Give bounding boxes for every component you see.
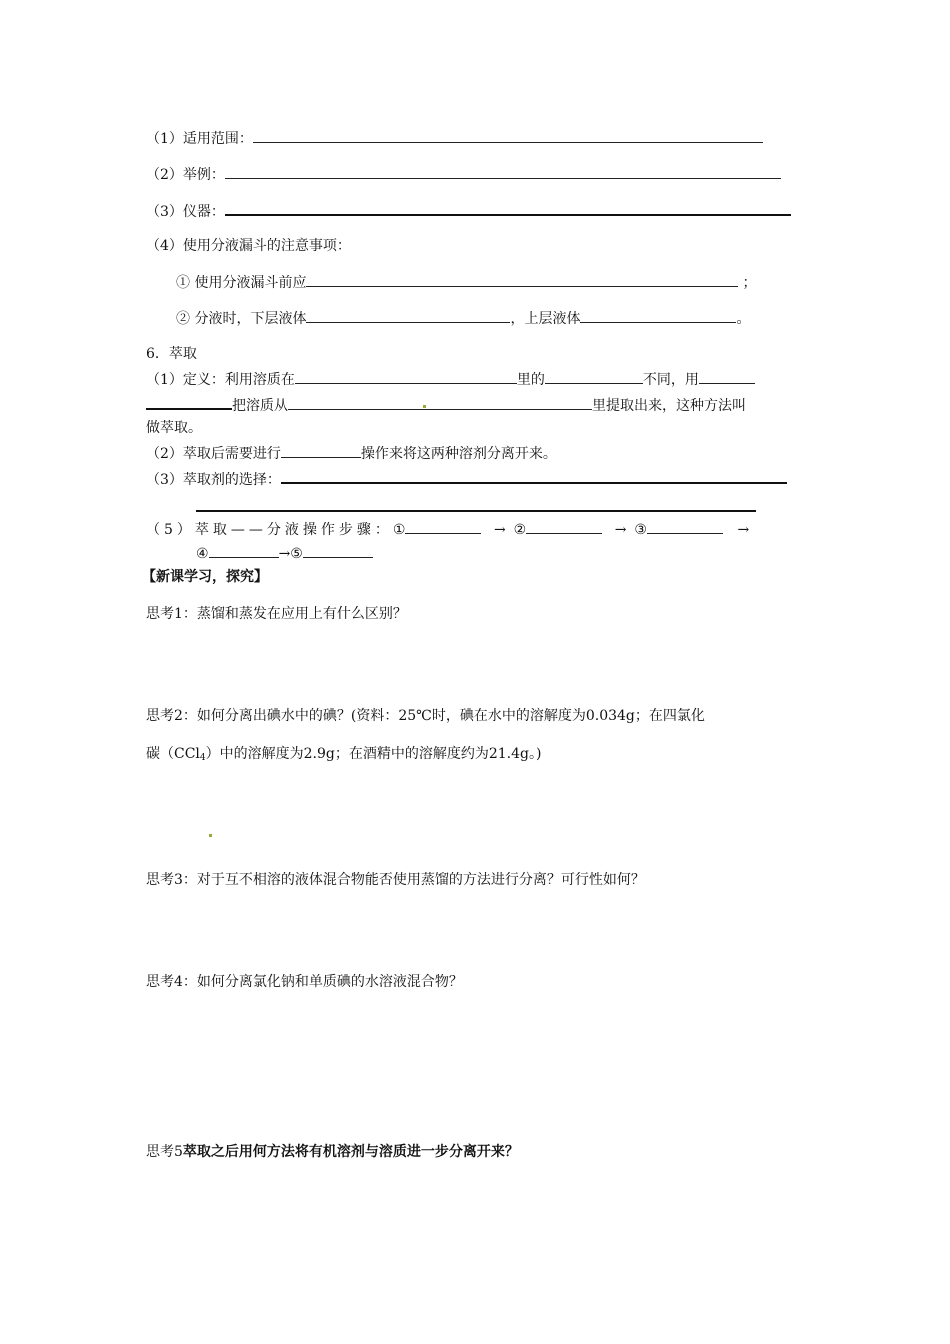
note-2 [176, 308, 750, 328]
question-text: 碳（CCl [146, 746, 200, 762]
extraction-item-2 [146, 443, 557, 463]
definition-text: 里提取出来，这种方法叫 [592, 398, 746, 414]
answer-blank[interactable] [545, 369, 643, 384]
answer-blank[interactable] [526, 519, 602, 534]
answer-blank[interactable] [647, 519, 723, 534]
question-3: 思考3：对于互不相溶的液体混合物能否使用蒸馏的方法进行分离？可行性如何？ [146, 872, 645, 888]
arrow-icon: → [493, 522, 506, 538]
answer-blank[interactable] [146, 394, 232, 410]
answer-blank[interactable] [209, 543, 279, 558]
note-mid: ，上层液体 [510, 311, 581, 327]
answer-blank[interactable] [281, 443, 361, 458]
item-instrument [146, 200, 791, 220]
item-label: （2）举例： [146, 167, 225, 183]
answer-blank[interactable] [405, 519, 481, 534]
item-notes-heading: （4）使用分液漏斗的注意事项： [146, 238, 351, 254]
question-label: 思考5 [146, 1144, 183, 1160]
step-marker: ③ [634, 522, 647, 538]
answer-blank[interactable] [580, 308, 736, 323]
item-applicable-range [146, 128, 763, 148]
answer-blank[interactable] [288, 395, 592, 410]
definition-line-1 [146, 369, 755, 389]
extraction-steps-line-1 [146, 519, 749, 539]
question-2-line-2 [146, 744, 541, 764]
arrow-icon: → [737, 522, 750, 538]
stray-mark [209, 834, 212, 837]
extraction-item-3 [146, 468, 787, 488]
definition-text: 里的 [516, 372, 545, 388]
item-text: 操作来将这两种溶剂分离开来。 [360, 446, 557, 462]
answer-blank[interactable] [225, 200, 791, 216]
answer-line[interactable] [196, 510, 756, 512]
definition-text: （1）定义：利用溶质在 [146, 372, 295, 388]
question-text: 萃取之后用何方法将有机溶剂与溶质进一步分离开来？ [182, 1144, 519, 1160]
note-label: ② 分液时，下层液体 [176, 311, 307, 327]
item-label: （1）适用范围： [146, 131, 253, 147]
stray-mark [423, 405, 426, 408]
definition-line-2 [146, 394, 746, 414]
answer-blank[interactable] [281, 468, 787, 484]
answer-blank[interactable] [225, 164, 781, 179]
definition-text: 把溶质从 [232, 398, 288, 414]
extraction-steps-line-2 [196, 543, 373, 563]
item-text: （2）萃取后需要进行 [146, 446, 281, 462]
arrow-icon: → [278, 546, 291, 562]
note-end: ； [742, 275, 757, 291]
question-1: 思考1：蒸馏和蒸发在应用上有什么区别？ [146, 606, 407, 622]
answer-blank[interactable] [295, 369, 517, 384]
section-heading-extraction: 6．萃取 [146, 346, 197, 362]
answer-blank[interactable] [306, 272, 738, 287]
item-example [146, 164, 781, 184]
note-1 [176, 272, 756, 292]
note-end: 。 [736, 311, 751, 327]
step-marker: ⑤ [290, 546, 303, 562]
arrow-icon: → [614, 522, 627, 538]
note-label: ① 使用分液漏斗前应 [176, 275, 307, 291]
question-2-line-1: 思考2：如何分离出碘水中的碘？(资料：25℃时，碘在水中的溶解度为0.034g；在四氯化 [146, 708, 705, 724]
step-marker: ④ [196, 546, 209, 562]
item-label: （3）萃取剂的选择： [146, 472, 281, 488]
question-5 [146, 1142, 519, 1162]
definition-line-3: 做萃取。 [146, 420, 202, 436]
item-label: （3）仪器： [146, 204, 225, 220]
definition-text: 不同，用 [642, 372, 699, 388]
question-4: 思考4：如何分离氯化钠和单质碘的水溶液混合物？ [146, 974, 463, 990]
answer-blank[interactable] [306, 308, 510, 323]
subscript: 4 [199, 753, 206, 763]
new-lesson-heading: 【新课学习，探究】 [142, 569, 268, 585]
item-label: （5）萃取——分液操作步骤： [146, 522, 393, 538]
question-text: ）中的溶解度为2.9g；在酒精中的溶解度约为21.4g。) [205, 746, 542, 762]
answer-blank[interactable] [253, 128, 763, 143]
step-marker: ① [392, 522, 406, 538]
step-marker: ② [513, 522, 527, 538]
answer-blank[interactable] [699, 369, 755, 384]
answer-blank[interactable] [303, 543, 373, 558]
